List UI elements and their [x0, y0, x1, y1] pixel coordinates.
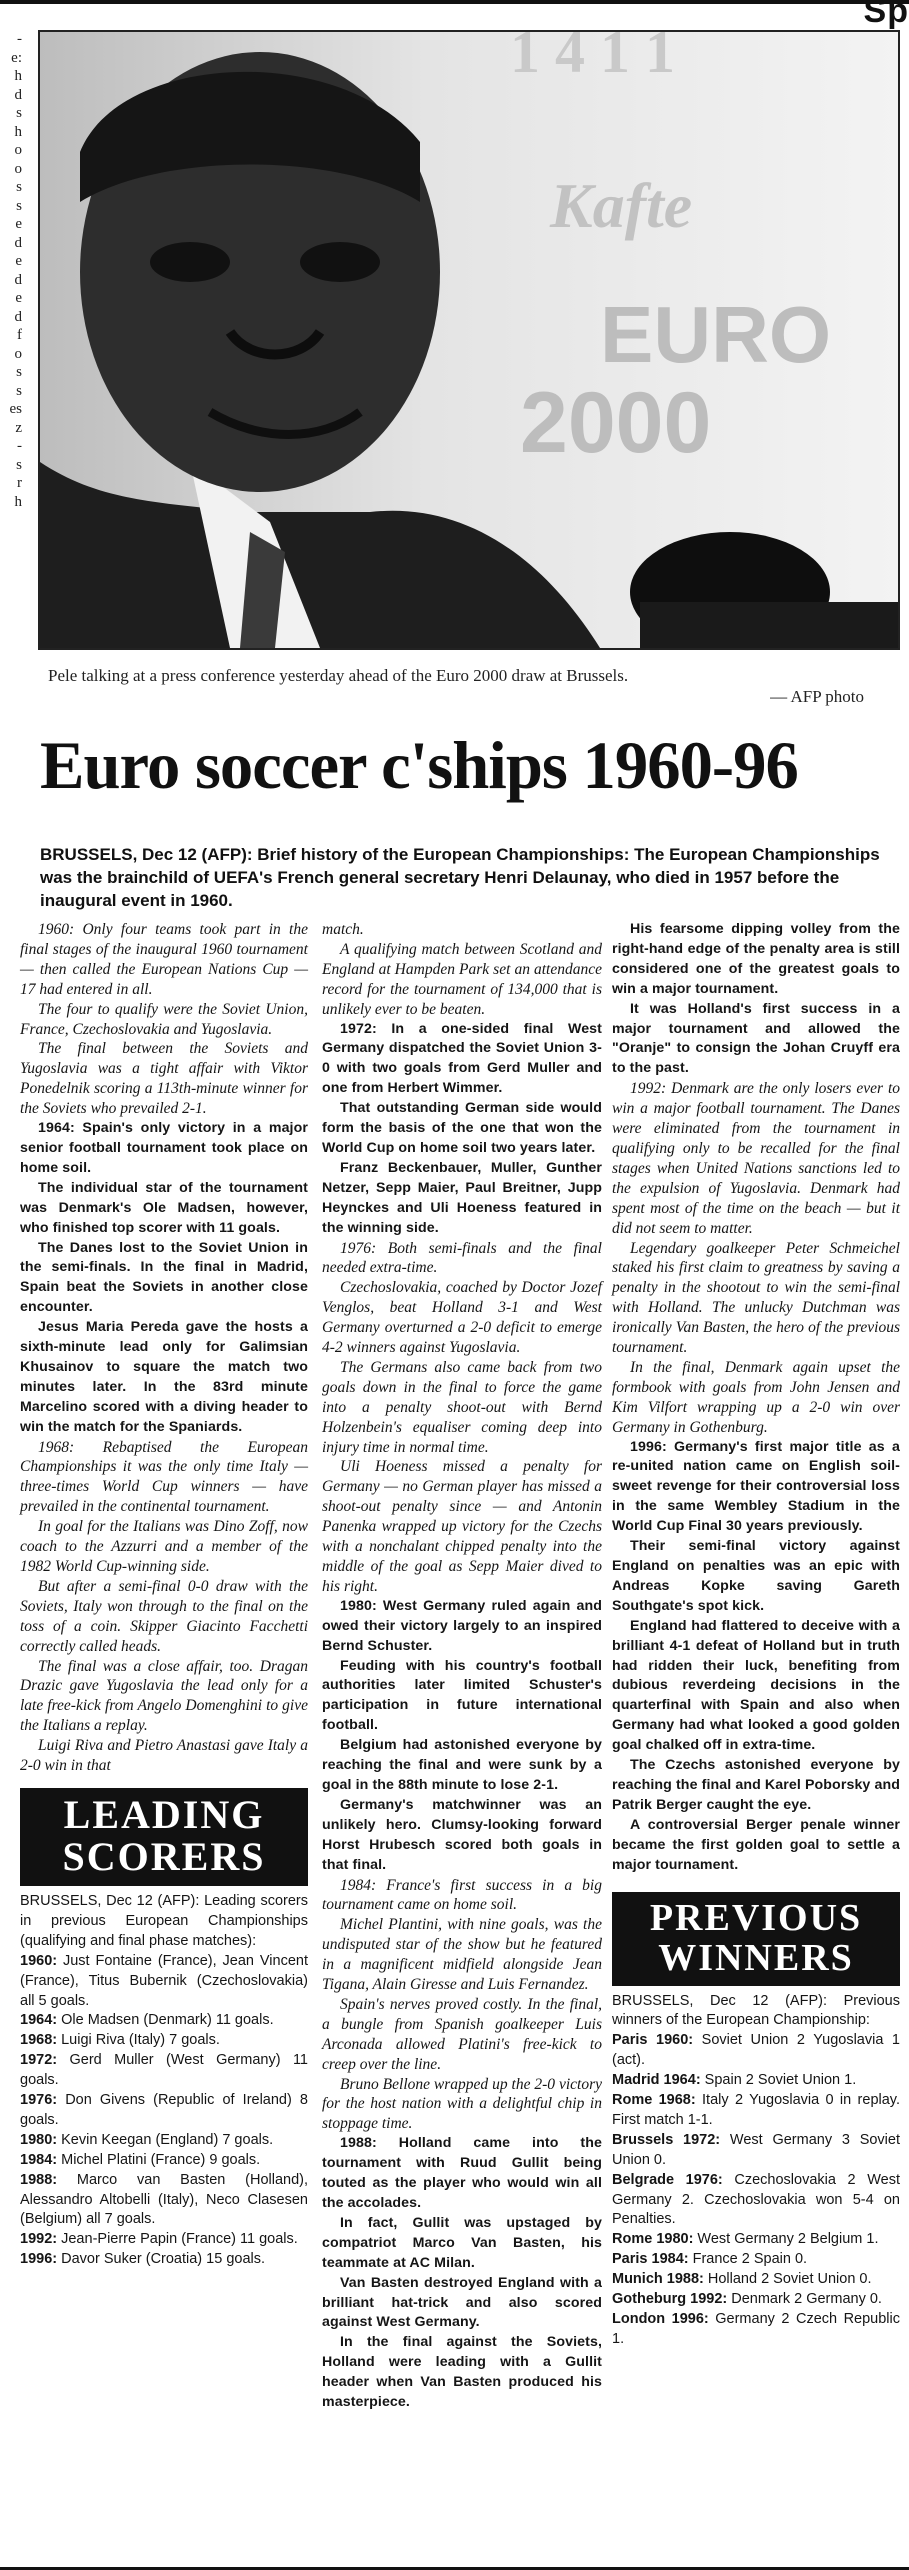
col1-paragraph: Jesus Maria Pereda gave the hosts a sixth-minute lead only for Galimsian Khusainov to square the match two minutes later. In the 83rd minute Marcelino scored with a diving header to win the match for the Spaniards.: [20, 1319, 308, 1435]
leading-scorers-title-1: LEADING: [63, 1791, 265, 1837]
gutter-fragment: r: [17, 475, 22, 491]
col3-paragraph: A controversial Berger penale winner became the first golden goal to settle a major tournament.: [612, 1816, 900, 1873]
winner-entry: [612, 2131, 900, 2171]
previous-winners-intro: BRUSSELS, Dec 12 (AFP): Previous winners of the European Championship:: [612, 1992, 900, 2029]
gutter-fragment: d: [14, 234, 22, 251]
winner-entry-year: Rome 1980:: [612, 2231, 694, 2248]
scorer-entry-year: 1984:: [20, 2151, 58, 2168]
col2-paragraph: In fact, Gullit was upstaged by compatriot Marco Van Basten, his teammate at AC Milan.: [322, 2214, 602, 2271]
headline: Euro soccer c'ships 1960-96: [40, 727, 798, 803]
winner-entry: [612, 2270, 900, 2290]
article-column-1: [20, 920, 308, 2270]
scorer-entry-text: Michel Platini (France) 9 goals.: [57, 2151, 261, 2168]
col3-paragraph: 1992: Denmark are the only losers ever to win a major football tournament. The Danes were eliminated from the tournament in qualifying only to be recalled for the final stages when United Nations sanctions led to the expulsion of Yugoslavia. Denmark had spent most of the time on the beach — but it did not seem to matter.: [612, 1080, 900, 1237]
col2-paragraph: 1984: France's first success in a big tournament came on home soil.: [322, 1876, 602, 1914]
gutter-fragment: e: [15, 290, 22, 306]
col1-paragraph: But after a semi-final 0-0 draw with the Soviets, Italy won through to the final on the toss of a coin. Skipper Giacinto Facchetti correctly called heads.: [20, 1577, 308, 1655]
article-column-3: [612, 920, 900, 2350]
winner-entry: [612, 2171, 900, 2231]
winner-entry-text: France 2 Spain 0.: [688, 2251, 808, 2268]
winner-entry-text: Czechoslovakia 2 West Germany 2. Czechoslovakia won 5-4 on Penalties.: [612, 2171, 901, 2228]
previous-winners-title-2: WINNERS: [658, 1936, 854, 1979]
winner-entry-year: Paris 1984:: [612, 2251, 689, 2268]
gutter-fragment: d: [14, 86, 22, 103]
col1-paragraph: Luigi Riva and Pietro Anastasi gave Italy a 2-0 win in that: [20, 1737, 308, 1775]
press-photo: [38, 30, 900, 650]
col2-paragraph: Spain's nerves proved costly. In the final, a bungle from Spanish goalkeeper Luis Arconada allowed Platini's free-kick to creep over the line.: [322, 1995, 602, 2073]
previous-winners-header: [612, 1892, 900, 1986]
scorer-entry: [20, 1952, 308, 2012]
scorer-entry: [20, 2230, 308, 2250]
winner-entry-text: Germany 2 Czech Republic 1.: [612, 2311, 901, 2347]
scorer-entry-text: Just Fontaine (France), Jean Vincent (France), Titus Bubernik (Czechoslovakia) all 5 goals.: [20, 1952, 308, 2009]
scorer-entry-text: Kevin Keegan (England) 7 goals.: [57, 2131, 274, 2148]
col2-paragraph: Czechoslovakia, coached by Doctor Jozef Venglos, beat Holland 3-1 and West Germany overturned a 2-0 deficit to emerge 4-2 winners against Yugoslavia.: [322, 1279, 602, 1357]
gutter-fragment: h: [14, 68, 22, 84]
winner-entry-text: Denmark 2 Germany 0.: [727, 2291, 882, 2308]
col2-paragraph: Belgium had astonished everyone by reaching the final and were sunk by a goal in the 88th minute to lose 2-1.: [322, 1737, 602, 1793]
col2-paragraph: Germany's matchwinner was an unlikely hero. Clumsy-looking forward Horst Hrubesch scored both goals in that final.: [322, 1796, 602, 1873]
winner-entry: [612, 2031, 900, 2071]
sign-fragment: 1 4 1 1: [510, 32, 675, 85]
scorer-entry-text: Don Givens (Republic of Ireland) 8 goals.: [20, 2092, 308, 2128]
scorer-entry: [20, 2250, 308, 2270]
scorer-entry: [20, 2091, 308, 2131]
scorer-entry-text: Gerd Muller (West Germany) 11 goals.: [20, 2052, 308, 2089]
col3-paragraph: It was Holland's first success in a major tournament and allowed the "Oranje" to consign the Johan Cruyff era to the past.: [612, 1000, 900, 1077]
scorer-entry-text: Davor Suker (Croatia) 15 goals.: [57, 2251, 266, 2268]
col1-paragraph: The final was a close affair, too. Dragan Drazic gave Yugoslavia the lead only for a late free-kick from Angelo Domenghini to give the Italians a replay.: [20, 1657, 308, 1735]
winner-entry-year: London 1996:: [612, 2311, 709, 2327]
scorer-entry-text: Marco van Basten (Holland), Alessandro Altobelli (Italy), Neco Clasesen (Belgium) all 7 goals.: [20, 2171, 308, 2228]
col1-paragraph: The four to qualify were the Soviet Union, France, Czechoslovakia and Yugoslavia.: [20, 1000, 308, 1038]
col3-paragraph: The Czechs astonished everyone by reaching the final and Karel Poborsky and Patrik Berger caught the eye.: [612, 1757, 900, 1813]
gutter-fragment: h: [14, 493, 22, 510]
gutter-fragment: es: [9, 401, 22, 417]
col3-paragraph: England had flattered to deceive with a brilliant 4-1 defeat of Holland but in truth had ridden their luck, benefiting from dubious reverdeing decisions in the quarterfinal with Spain and also when Germany had what looked a good golden goal chalked off in extra-time.: [612, 1617, 900, 1754]
article-column-2: [322, 920, 602, 2413]
winner-entry: [612, 2250, 900, 2270]
winner-entry-text: Spain 2 Soviet Union 1.: [700, 2072, 857, 2089]
gutter-fragment: s: [16, 179, 22, 195]
col2-paragraph: Bruno Bellone wrapped up the 2-0 victory for the host nation with a delightful chip in stoppage time.: [322, 2075, 602, 2133]
col2-paragraph: The Germans also came back from two goals down in the final to force the game into a penalty shoot-out with Bernd Holzenbein's equaliser coming deep into injury time in normal time.: [322, 1358, 602, 1456]
leading-scorers-list: [20, 1892, 308, 2270]
col1-paragraph: 1964: Spain's only victory in a major senior football tournament took place on home soil.: [20, 1120, 308, 1176]
col2-paragraph: 1976: Both semi-finals and the final needed extra-time.: [322, 1239, 602, 1277]
winner-entry-year: Brussels 1972:: [612, 2131, 721, 2148]
gutter-fragment: d: [14, 308, 22, 325]
winner-entry-text: Soviet Union 2 Yugoslavia 1 (act).: [612, 2032, 900, 2069]
scorer-entry-year: 1968:: [20, 2032, 58, 2049]
scorer-entry: [20, 2151, 308, 2171]
gutter-fragment: s: [16, 456, 22, 473]
scorer-entry: [20, 2051, 308, 2091]
col1-paragraph: The final between the Soviets and Yugoslavia was a tight affair with Viktor Ponedelnik scoring a 113th-minute winner for the Soviets who prevailed 2-1.: [20, 1040, 308, 1118]
gutter-fragment: h: [14, 123, 22, 140]
gutter-fragment: f: [17, 327, 22, 343]
gutter-fragment: s: [16, 382, 22, 399]
winner-entry: [612, 2230, 900, 2250]
col3-paragraph: In the final, Denmark again upset the formbook with goals from John Jensen and Kim Vilfort wrapping up a 2-0 win over Germany in Gothenburg.: [612, 1358, 900, 1436]
col2-paragraph: That outstanding German side would form the basis of the one that won the World Cup on home soil two years later.: [322, 1100, 602, 1156]
col2-paragraph: A qualifying match between Scotland and England at Hampden Park set an attendance record for the tournament of 134,000 that is unlikely ever to be beaten.: [322, 940, 602, 1018]
scorer-entry: [20, 2031, 308, 2051]
col3-paragraph: Their semi-final victory against England on penalties was an epic with Andreas Kopke saving Gareth Southgate's spot kick.: [612, 1538, 900, 1614]
leading-scorers-intro: BRUSSELS, Dec 12 (AFP): Leading scorers in previous European Championships (qualifying and final phase matches):: [20, 1892, 308, 1949]
col2-paragraph: Franz Beckenbauer, Muller, Gunther Netzer, Sepp Maier, Paul Breitner, Jupp Heynckes and Uli Hoeness featured in the winning side.: [322, 1159, 602, 1236]
winner-entry-year: Madrid 1964:: [612, 2072, 701, 2089]
leading-scorers-title-2: SCORERS: [62, 1833, 266, 1879]
winner-entry: [612, 2091, 900, 2131]
col2-paragraph: 1980: West Germany ruled again and owed their victory largely to an inspired Bernd Schuster.: [322, 1597, 602, 1654]
col2-paragraph: Feuding with his country's football authorities later limited Schuster's participation in future international football.: [322, 1657, 602, 1734]
scorer-entry: [20, 2131, 308, 2151]
col2-paragraph: 1972: In a one-sided final West Germany dispatched the Soviet Union 3-0 with two goals from Gerd Muller and one from Herbert Wimmer.: [322, 1020, 602, 1097]
section-word: Sp: [863, 0, 909, 30]
col1-paragraph: The Danes lost to the Soviet Union in the semi-finals. In the final in Madrid, Spain beat the Soviets in another close encounter.: [20, 1239, 308, 1316]
col1-paragraph: 1968: Rebaptised the European Championships it was the only time Italy — three-times World Cup winners — have prevailed in the continental tournament.: [20, 1438, 308, 1516]
gutter-fragment: o: [14, 142, 22, 158]
scorer-entry: [20, 2171, 308, 2231]
winner-entry-text: Italy 2 Yugoslavia 0 in replay. First match 1-1.: [612, 2092, 900, 2128]
col1-paragraph: 1960: Only four teams took part in the final stages of the inaugural 1960 tournament — then called the European Nations Cup — 17 had entered in all.: [20, 921, 308, 998]
photo-illustration: [40, 32, 898, 648]
winner-entry: [612, 2290, 900, 2310]
col3-paragraph: His fearsome dipping volley from the right-hand edge of the penalty area is still considered one of the greatest goals to win a major tournament.: [612, 921, 900, 997]
gutter-fragment: e:: [11, 49, 22, 66]
gutter-fragment: o: [14, 345, 22, 362]
winner-entry: [612, 2310, 900, 2350]
gutter-fragment: s: [16, 364, 22, 380]
scorer-entry-year: 1960:: [20, 1952, 58, 1969]
col1-paragraph: In goal for the Italians was Dino Zoff, now coach to the Azzurri and a member of the 1982 World Cup-winning side.: [20, 1518, 308, 1575]
sign-line-3: 2000: [520, 375, 712, 471]
col2-paragraph: match.: [322, 921, 364, 938]
gutter-fragment: s: [16, 197, 22, 214]
gutter-fragment: s: [16, 105, 22, 121]
gutter-fragment: z: [15, 419, 22, 436]
scorer-entry-year: 1980:: [20, 2131, 58, 2148]
caption-text: Pele talking at a press conference yesterday ahead of the Euro 2000 draw at Brussels.: [48, 666, 629, 685]
top-rule: [0, 0, 909, 4]
sign-line-1: Kafte: [550, 170, 693, 241]
winner-entry-text: West Germany 2 Belgium 1.: [693, 2231, 879, 2248]
scorer-entry-text: Ole Madsen (Denmark) 11 goals.: [57, 2012, 274, 2029]
winner-entry-text: West Germany 3 Soviet Union 0.: [612, 2131, 900, 2168]
winner-entry-year: Belgrade 1976:: [612, 2171, 723, 2188]
scorer-entry-year: 1992:: [20, 2231, 58, 2248]
col3-paragraph: 1996: Germany's first major title as a re-united nation came on English soil-sweet revenge for their controversial loss in the same Wembley Stadium in the World Cup Final 30 years previously.: [612, 1438, 900, 1535]
previous-winners-title-1: PREVIOUS: [649, 1896, 863, 1939]
winner-entry-year: Gotheburg 1992:: [612, 2291, 728, 2308]
adjacent-column-fragments: [0, 30, 24, 750]
sign-line-2: EURO: [600, 290, 832, 379]
scorer-entry-text: Luigi Riva (Italy) 7 goals.: [57, 2032, 220, 2049]
col2-paragraph: Michel Plantini, with nine goals, was the undisputed star of the show but he featured in a magnificent midfield alongside Jean Tigana, Alain Giresse and Luis Fernandez.: [322, 1916, 602, 1994]
photo-credit: — AFP photo: [770, 687, 864, 706]
winner-entry-year: Rome 1968:: [612, 2092, 696, 2109]
scorer-entry-year: 1976:: [20, 2092, 58, 2109]
col2-paragraph: Van Basten destroyed England with a brilliant hat-trick and also scored against West Germany.: [322, 2274, 602, 2331]
gutter-fragment: e: [15, 216, 22, 232]
scorer-entry-year: 1996:: [20, 2251, 58, 2268]
col2-paragraph: In the final against the Soviets, Holland were leading with a Gullit header when Van Basten produced his masterpiece.: [322, 2334, 602, 2411]
col2-paragraph: 1988: Holland came into the tournament with Ruud Gullit being touted as the player who would win all the accolades.: [322, 2135, 602, 2211]
col3-paragraph: Legendary goalkeeper Peter Schmeichel staked his first claim to greatness by saving a penalty in the shootout to win the semi-final with Holland. The unlucky Dutchman was ironically Van Basten, the hero of the previous tournament.: [612, 1239, 900, 1357]
scorer-entry-year: 1964:: [20, 2012, 58, 2029]
gutter-fragment: e: [15, 253, 22, 269]
gutter-fragment: d: [14, 271, 22, 288]
scorer-entry-year: 1988:: [20, 2171, 58, 2188]
scorer-entry: [20, 2011, 308, 2031]
previous-winners-list: [612, 1992, 900, 2350]
col2-paragraph: Uli Hoeness missed a penalty for Germany — no German player has missed a shoot-out penalty since — and Antonin Panenka wrapped up victory for the Czechs with a nonchalant chipped penalty into the middle of the goal as Sepp Maier dived to his right.: [322, 1458, 602, 1595]
leading-scorers-header: [20, 1788, 308, 1886]
gutter-fragment: o: [14, 160, 22, 177]
col1-paragraph: The individual star of the tournament was Denmark's Ole Madsen, however, who finished top scorer with 11 goals.: [20, 1179, 308, 1236]
gutter-fragment: -: [17, 438, 22, 454]
winner-entry-text: Holland 2 Soviet Union 0.: [703, 2271, 872, 2288]
winner-entry-year: Munich 1988:: [612, 2271, 704, 2288]
lead-paragraph: BRUSSELS, Dec 12 (AFP): Brief history of the European Championships: The European Championships was the brainchild of UEFA's French general secretary Henri Delaunay, who died in 1957 before the inaugural event in 1960.: [40, 845, 880, 910]
scorer-entry-text: Jean-Pierre Papin (France) 11 goals.: [57, 2231, 298, 2248]
winner-entry: [612, 2071, 900, 2091]
photo-caption: [48, 665, 888, 707]
gutter-fragment: -: [17, 31, 22, 47]
winner-entry-year: Paris 1960:: [612, 2032, 694, 2049]
scorer-entry-year: 1972:: [20, 2052, 58, 2069]
